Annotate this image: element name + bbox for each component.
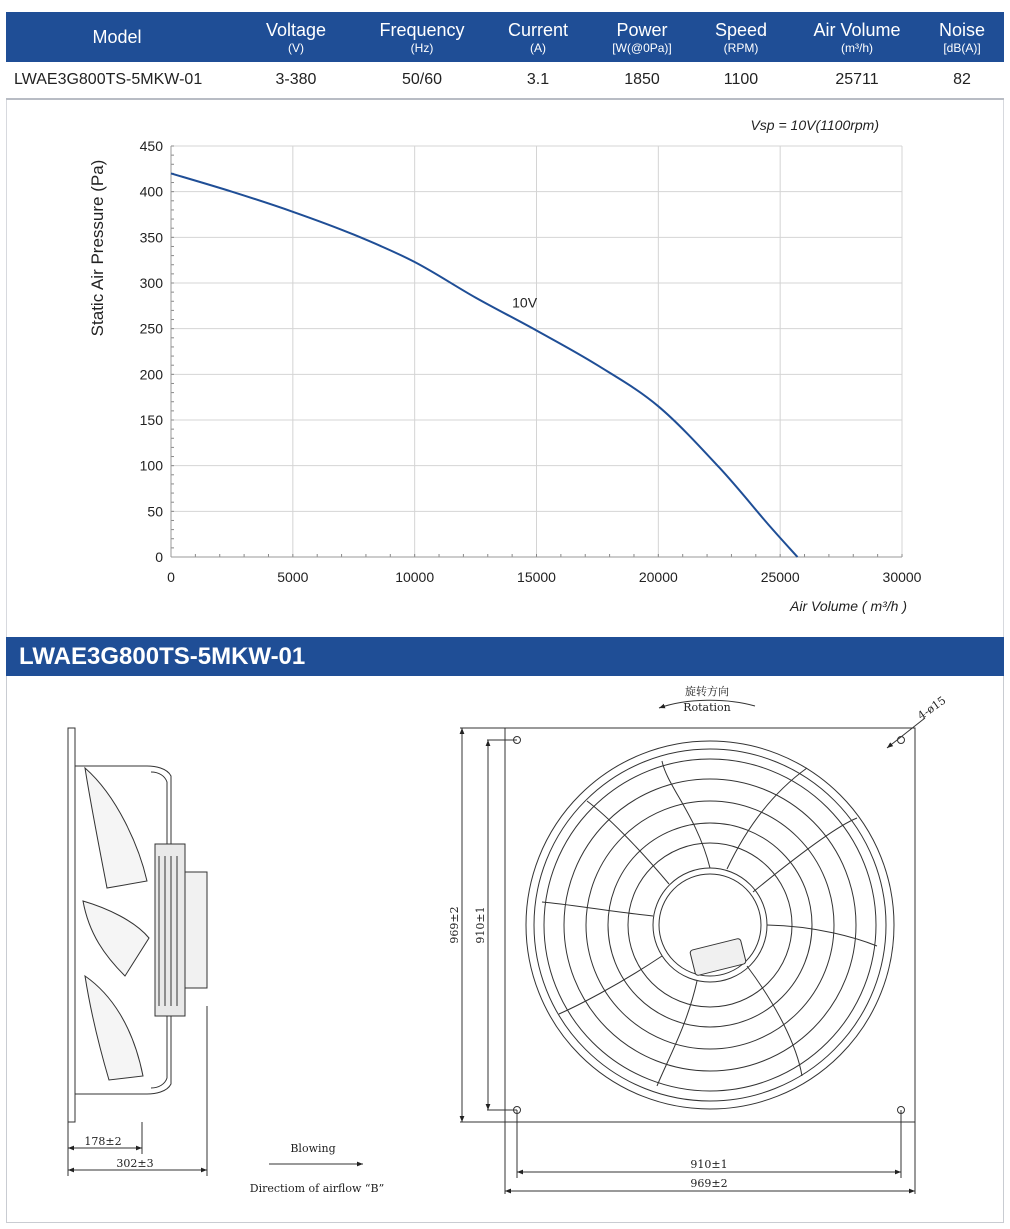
- technical-drawing: [6, 676, 1004, 1223]
- cell-current: 3.1: [526, 71, 550, 88]
- rotation-cn-label: 旋转方向: [685, 685, 729, 698]
- header-unit: [W(@0Pa)]: [612, 40, 672, 55]
- header-current: [480, 12, 596, 62]
- guard-spoke: [753, 818, 857, 892]
- header-power: [596, 12, 688, 62]
- x-tick-label: 25000: [760, 569, 800, 585]
- x-tick-label: 0: [167, 569, 175, 585]
- header-unit: (V): [288, 40, 304, 55]
- header-unit: (RPM): [723, 40, 759, 55]
- x-tick-label: 10000: [395, 569, 435, 585]
- y-tick-label: 400: [139, 183, 163, 200]
- header-air-volume: [794, 12, 920, 62]
- side-blade: [85, 976, 143, 1080]
- header-noise: [920, 12, 1004, 62]
- cell-voltage: 3-380: [275, 71, 317, 88]
- header-unit: (m³/h): [841, 40, 873, 55]
- guard-spoke: [727, 768, 807, 869]
- cell-model: LWAE3G800TS-5MKW-01: [14, 71, 203, 88]
- spec-table: [6, 12, 1004, 100]
- guard-spoke: [767, 925, 877, 946]
- y-tick-label: 300: [139, 275, 163, 291]
- hole-leader: [887, 718, 925, 748]
- dim-969-h-label: 969±2: [690, 1177, 728, 1190]
- header-voltage: [228, 12, 364, 62]
- model-banner: LWAE3G800TS-5MKW-01: [6, 637, 1004, 676]
- chart-x-axis-label: Air Volume ( m³/h ): [790, 598, 907, 614]
- header-label: Noise: [938, 19, 986, 40]
- header-frequency: [364, 12, 480, 62]
- rotation-en-label: Rotation: [683, 701, 731, 714]
- dim-969-v-label: 969±2: [448, 906, 461, 944]
- header-unit: [dB(A)]: [943, 40, 981, 55]
- spec-table-header: [6, 12, 1004, 62]
- y-tick-label: 100: [139, 457, 163, 474]
- chart-tick-labels: [140, 138, 922, 585]
- header-label: Speed: [714, 19, 768, 40]
- guard-spoke: [662, 761, 710, 868]
- blowing-label: Blowing: [290, 1142, 336, 1155]
- cell-speed: 1100: [723, 71, 759, 88]
- header-speed: [688, 12, 794, 62]
- x-tick-label: 5000: [277, 569, 309, 585]
- hole-label: 4-ø15: [915, 693, 949, 723]
- chart-series: [171, 173, 797, 557]
- side-blade: [85, 768, 147, 888]
- guard-spoke: [542, 902, 653, 916]
- dim-910-h-label: 910±1: [690, 1158, 728, 1171]
- dim-910-v-label: 910±1: [474, 906, 487, 944]
- side-motor-cap: [185, 872, 207, 988]
- header-label: Current: [507, 19, 569, 40]
- y-tick-label: 200: [139, 366, 163, 383]
- dim-302-label: 302±3: [116, 1157, 154, 1170]
- cell-noise: 82: [953, 71, 971, 88]
- y-tick-label: 50: [147, 503, 163, 520]
- x-tick-label: 20000: [638, 569, 678, 585]
- x-tick-label: 30000: [882, 569, 922, 585]
- y-tick-label: 450: [139, 138, 163, 154]
- x-tick-label: 15000: [517, 569, 556, 585]
- cell-air-volume: 25711: [835, 71, 879, 88]
- header-label: Voltage: [265, 19, 327, 40]
- performance-chart: [6, 100, 1004, 637]
- side-plate: [68, 728, 75, 1122]
- series-label: 10V: [512, 294, 538, 311]
- drawing-canvas: [7, 676, 1003, 1223]
- side-view: [68, 728, 207, 1176]
- header-label: Power: [616, 19, 668, 40]
- y-tick-label: 0: [155, 549, 163, 565]
- header-label: Air Volume: [813, 19, 901, 40]
- chart-y-axis-label: Static Air Pressure (Pa): [88, 159, 107, 337]
- dim-178-label: 178±2: [84, 1135, 122, 1148]
- side-blade: [83, 901, 149, 976]
- table-row: [6, 62, 1004, 100]
- y-tick-label: 250: [139, 320, 163, 337]
- chart-annotation: Vsp = 10V(1100rpm): [750, 117, 879, 133]
- header-label: Frequency: [379, 19, 465, 40]
- chart-canvas: [7, 100, 1003, 637]
- cell-power: 1850: [624, 71, 660, 88]
- header-unit: (A): [530, 40, 546, 55]
- header-model: [6, 12, 228, 62]
- header-unit: (Hz): [410, 40, 434, 55]
- airflow-direction-label: Directiom of airflow “B”: [249, 1182, 385, 1195]
- y-tick-label: 350: [139, 229, 163, 246]
- cell-frequency: 50/60: [401, 71, 443, 88]
- header-label: Model: [92, 27, 142, 47]
- front-view: [460, 700, 925, 1194]
- y-tick-label: 150: [139, 412, 163, 428]
- series-line-10v: [171, 173, 797, 557]
